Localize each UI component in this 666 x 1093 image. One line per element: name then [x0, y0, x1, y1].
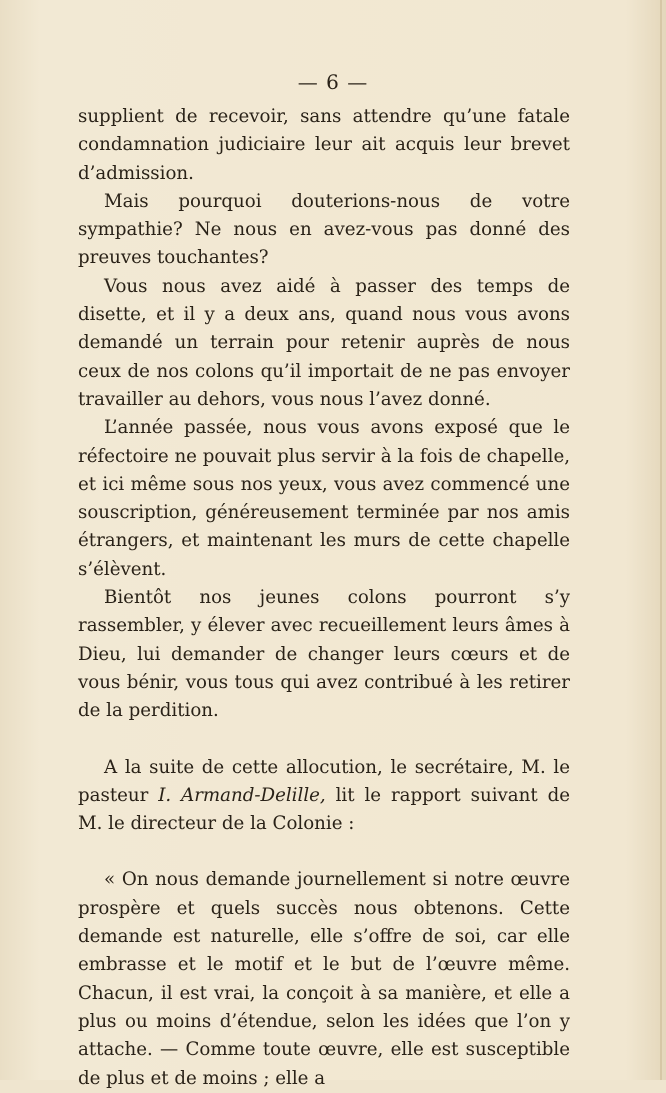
paragraph-6-start: A la suite de cette allocution, le secrétaire, M. le pasteur	[78, 756, 570, 806]
section-gap	[78, 726, 570, 754]
paragraph-7: « On nous demande journellement si notre œuvre prospère et quels succès nous obtenons. Cette demande est naturelle, elle s’offre de soi, car elle embrasse et le motif et le but de l’œuvre même. Chacun, il est vrai, la conçoit à sa manière, et elle a plus ou moins d’étendue, selon les idées que l’on y attache. — Comme toute œuvre, elle est susceptible de plus et de moins ; elle a	[78, 869, 570, 1089]
paragraph-2: Mais pourquoi douterions-nous de votre sympathie? Ne nous en avez-vous pas donné des preuves touchantes?	[78, 190, 570, 269]
body-text	[78, 103, 570, 1093]
person-name: I. Armand-Delille,	[158, 784, 326, 806]
paragraph-6	[78, 754, 570, 839]
section-gap-2	[78, 838, 570, 866]
paragraph-4: L’année passée, nous vous avons exposé que le réfectoire ne pouvait plus servir à la fois de chapelle, et ici même sous nos yeux, vous avez commencé une souscription, généreusement terminée par nos amis étrangers, et maintenant les murs de cette chapelle s’élèvent.	[78, 417, 570, 580]
paragraph-5: Bientôt nos jeunes colons pourront s’y rassembler, y élever avec recueillement leurs âmes à Dieu, lui demander de changer leurs cœurs et de vous bénir, vous tous qui avez contribué à les retirer de la perdition.	[78, 587, 570, 722]
page-edge	[660, 0, 662, 1080]
paragraph-3: Vous nous avez aidé à passer des temps de disette, et il y a deux ans, quand nous vous avons demandé un terrain pour retenir auprès de nous ceux de nos colons qu’il importait de ne pas envoyer travailler au dehors, vous nous l’avez donné.	[78, 275, 570, 410]
paragraph-6-end: lit le rapport suivant de M. le directeur de la Colonie :	[78, 784, 570, 835]
page-number: — 6 —	[297, 70, 369, 94]
paragraph-1: supplient de recevoir, sans attendre qu’une fatale condamnation judiciaire leur ait acquis leur brevet d’admission.	[78, 106, 570, 184]
